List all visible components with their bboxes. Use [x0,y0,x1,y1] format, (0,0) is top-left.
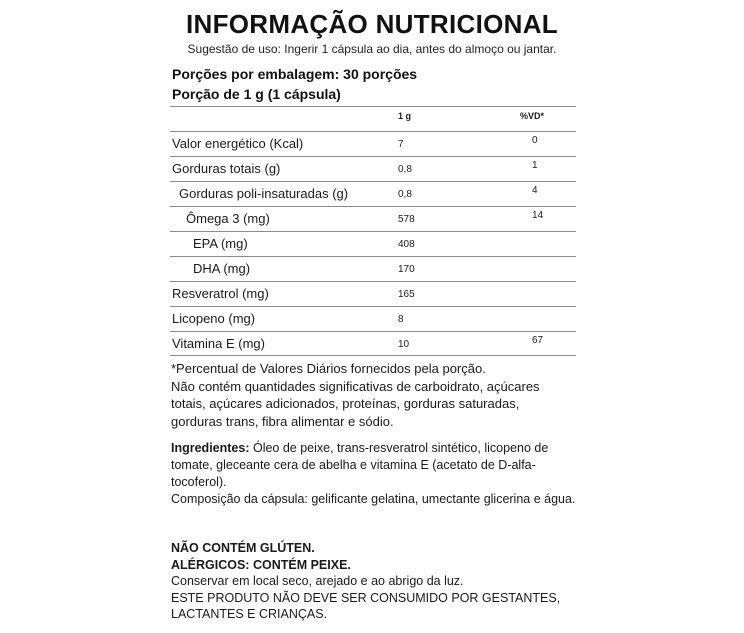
nutrient-amount: 8 [398,314,404,325]
nutrient-label: DHA (mg) [193,261,251,276]
ingredients-paragraph [171,440,581,491]
nutrient-label: Gorduras poli-insaturadas (g) [179,186,349,201]
table-row [170,281,576,306]
table-row [170,131,576,156]
capsule-composition: Composição da cápsula: gelificante gelatina, umectante glicerina e água. [171,492,576,506]
nutrient-amount: 170 [398,264,415,275]
nutrition-table [170,106,576,356]
table-header-row [170,106,576,131]
nutrient-label: Ômega 3 (mg) [186,211,270,226]
nutrient-vd: 1 [532,160,538,171]
nutrient-label: Valor energético (Kcal) [172,136,304,151]
nutrient-amount: 165 [398,289,415,300]
not-significant-note: Não contém quantidades significativas de carboidrato, açúcares totais, açúcares adicionados, proteínas, gorduras saturadas, gorduras trans, fibra alimentar e sódio. [171,378,540,429]
allergen-warning: ALÉRGICOS: CONTÉM PEIXE. [171,557,351,572]
table-row [170,331,576,356]
nutrient-vd: 67 [532,335,544,346]
servings-per-package: Porções por embalagem: 30 porções [172,66,418,82]
usage-suggestion: Sugestão de uso: Ingerir 1 cápsula ao dia, antes do almoço ou jantar. [187,42,557,56]
gluten-warning: NÃO CONTÉM GLÚTEN. [171,541,315,555]
nutrient-label: Gorduras totais (g) [172,161,281,176]
warnings-section [171,540,581,623]
nutrient-amount: 7 [398,139,404,150]
ingredients-text: Óleo de peixe, trans-resveratrol sintético, licopeno de tomate, gleceante cera de abelha e vitamina E (acetato de D-alfa-tocoferol). [171,441,549,489]
nutrient-label: Licopeno (mg) [172,311,256,326]
table-row [170,156,576,181]
nutrient-amount: 0,8 [398,164,412,175]
nutrient-vd: 4 [532,185,538,196]
table-row [170,206,576,231]
nutrient-amount: 0,8 [398,189,412,200]
footnotes [171,360,571,430]
vd-footnote: *Percentual de Valores Diários fornecidos pela porção. [171,361,486,376]
column-header-vd: %VD* [520,111,545,121]
nutrient-label: EPA (mg) [193,236,248,251]
nutrient-label: Vitamina E (mg) [172,336,265,351]
table-row [170,256,576,281]
serving-size: Porção de 1 g (1 cápsula) [172,86,341,102]
ingredients-label: Ingredientes: [171,441,250,455]
nutrient-vd: 0 [532,135,538,146]
ingredients-section [171,440,581,508]
nutrient-amount: 408 [398,239,415,250]
table-row [170,181,576,206]
page-title: INFORMAÇÃO NUTRICIONAL [185,9,558,39]
storage-instructions: Conservar em local seco, arejado e ao abrigo da luz. [171,574,464,588]
column-header-amount: 1 g [398,111,412,121]
nutrient-label: Resveratrol (mg) [172,286,269,301]
table-row [170,306,576,331]
consumption-restriction: ESTE PRODUTO NÃO DEVE SER CONSUMIDO POR GESTANTES, LACTANTES E CRIANÇAS. [171,590,561,621]
table-row [170,231,576,256]
nutrient-amount: 578 [398,214,415,225]
nutrient-amount: 10 [398,339,410,350]
nutrient-vd: 14 [532,210,544,221]
